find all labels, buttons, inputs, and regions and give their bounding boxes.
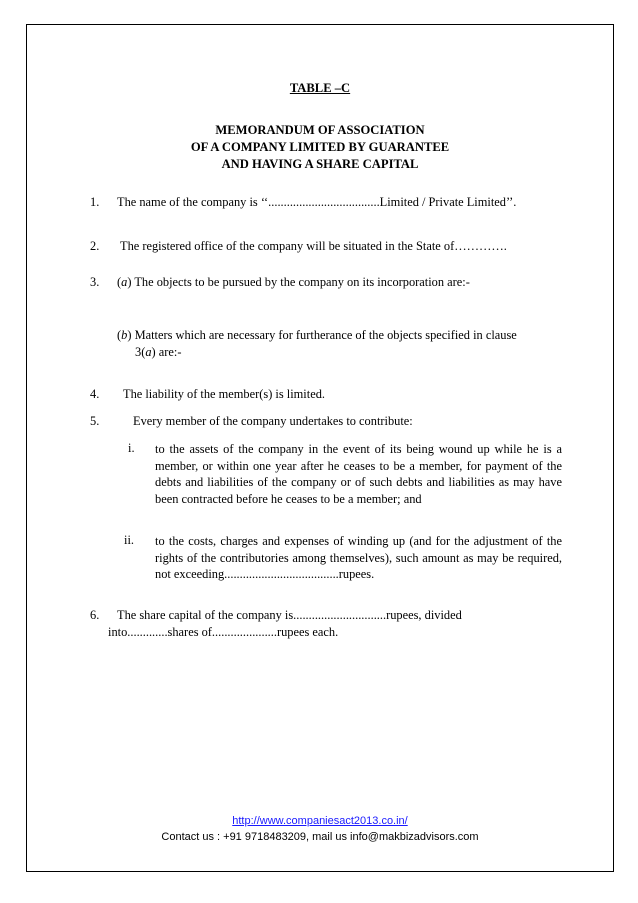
clause-3b-ref-pre: 3( <box>135 345 146 359</box>
clause-6-number: 6. <box>90 608 100 622</box>
clause-6-line1: The share capital of the company is..............................rupees, divided <box>117 608 462 622</box>
clause-3-number: 3. <box>90 275 100 289</box>
clause-3b-line2 <box>135 345 181 360</box>
clause-3a-text: (a) The objects to be pursued by the company on its incorporation are:- <box>117 275 470 289</box>
clause-3b-ref-post: ) are:- <box>151 345 182 359</box>
clause-5-number: 5. <box>90 414 100 428</box>
clause-3b-text: (b) Matters which are necessary for furtherance of the objects specified in clause <box>117 328 517 342</box>
clause-1-text: The name of the company is ‘‘....................................Limited / Private Limited’’. <box>117 195 517 209</box>
clause-3b-ref-label: a <box>145 345 152 359</box>
clause-4-text: The liability of the member(s) is limited. <box>123 387 325 401</box>
clause-5-text: Every member of the company undertakes to contribute: <box>133 414 413 428</box>
clause-4-number: 4. <box>90 387 100 401</box>
clause-5-ii-number: ii. <box>124 533 134 547</box>
document-page <box>26 24 614 872</box>
clause-3a-body: The objects to be pursued by the company on its incorporation are:- <box>131 275 470 289</box>
clause-5-i-number: i. <box>128 441 135 455</box>
heading-line-3: AND HAVING A SHARE CAPITAL <box>221 157 419 171</box>
page-title: TABLE –C <box>289 81 351 95</box>
clause-5-ii-text: to the costs, charges and expenses of winding up (and for the adjustment of the rights of the contributories among themselves), such amount as may be required, not exceeding.....................................rupees. <box>155 534 562 581</box>
clause-2-text: The registered office of the company will be situated in the State of…………. <box>120 239 507 253</box>
footer-contact: Contact us : +91 9718483209, mail us info@makbizadvisors.com <box>161 831 479 843</box>
clause-3a-label: a <box>121 275 128 289</box>
heading-line-1: MEMORANDUM OF ASSOCIATION <box>215 123 425 137</box>
memorandum-heading <box>27 122 613 173</box>
website-link[interactable]: http://www.companiesact2013.co.in/ <box>232 815 408 827</box>
footer-link-row <box>27 815 613 827</box>
clause-6-line2: into.............shares of.....................rupees each. <box>108 625 339 639</box>
clause-3b-label: b <box>121 328 128 342</box>
clause-5-i-text: to the assets of the company in the event of its being wound up while he is a member, or within one year after he ceases to be a member, for payment of the debts and liabilities of the company or of such debts and liabilities as may have been contracted before he ceases to be a member; and <box>155 442 562 506</box>
heading-line-2: OF A COMPANY LIMITED BY GUARANTEE <box>190 140 450 154</box>
clause-1-number: 1. <box>90 195 100 209</box>
clause-3b-body: Matters which are necessary for furtherance of the objects specified in clause <box>131 328 517 342</box>
clause-2-number: 2. <box>90 239 100 253</box>
